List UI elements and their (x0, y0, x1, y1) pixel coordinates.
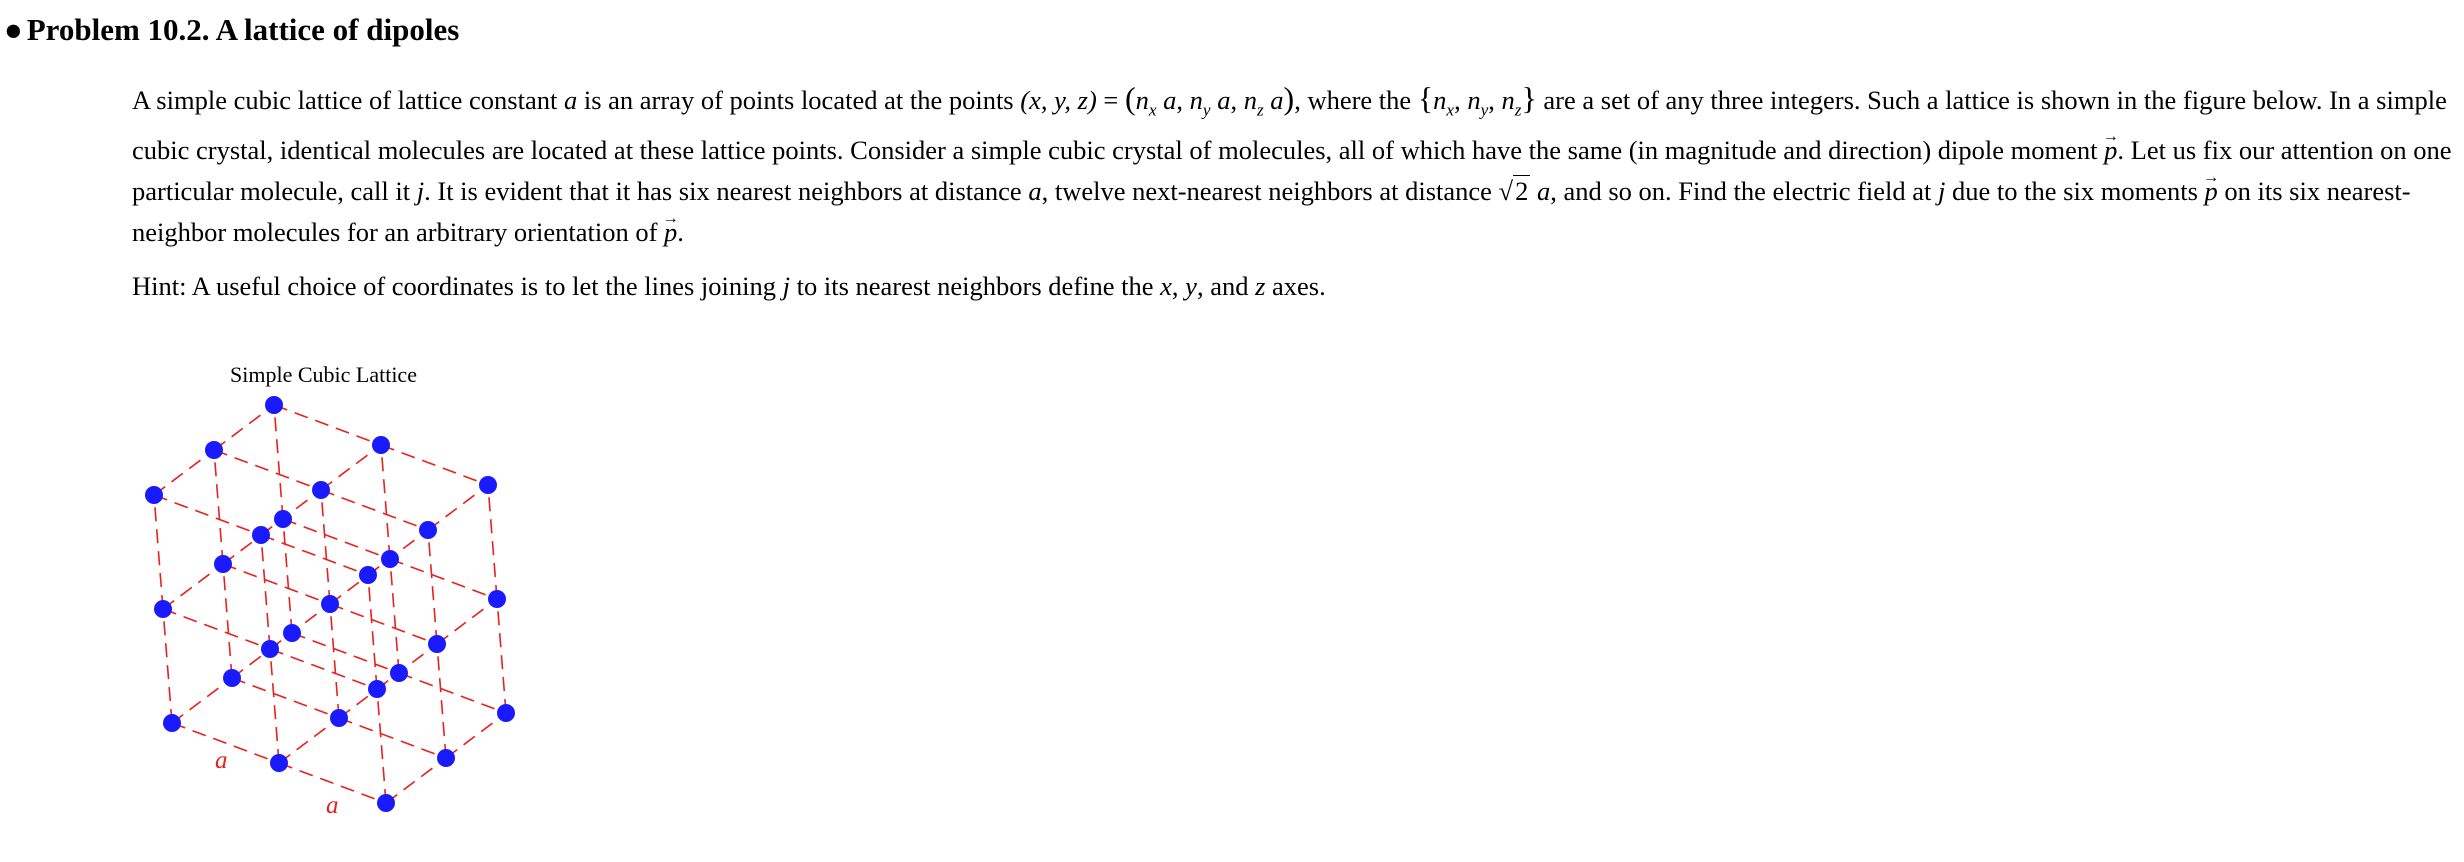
lattice-edge (428, 530, 437, 644)
text-run: due to the six moments (1945, 176, 2205, 207)
lattice-point (283, 624, 301, 642)
var-n: n (1189, 85, 1203, 115)
lattice-edge (261, 535, 270, 649)
lattice-point (163, 714, 181, 732)
sub-x: x (1148, 100, 1157, 120)
text-run: Hint: A useful choice of coordinates is to let the lines joining (132, 271, 783, 301)
lattice-edge (163, 609, 270, 649)
lattice-edge (437, 644, 446, 758)
var-j: j (782, 271, 790, 301)
lattice-point (261, 640, 279, 658)
lattice-edge (330, 604, 339, 718)
lattice-edge (154, 495, 261, 535)
problem-statement (132, 78, 2452, 253)
lattice-point (270, 754, 288, 772)
lattice-edge (154, 450, 214, 495)
lattice-edge (283, 519, 292, 633)
lattice-edge (339, 673, 399, 718)
edge-label-a: a (215, 747, 228, 774)
lattice-edge (330, 559, 390, 604)
lattice-point (377, 794, 395, 812)
lattice-point (359, 566, 377, 584)
figure-title: Simple Cubic Lattice (230, 362, 417, 387)
sub-x: x (1446, 100, 1455, 120)
var-a: a (1263, 85, 1284, 115)
lattice-point (321, 595, 339, 613)
lattice-edge (386, 758, 446, 803)
lattice-edge (330, 604, 437, 644)
bullet-icon: ● (4, 12, 23, 47)
vector-p: → p (2205, 171, 2218, 212)
lattice-edge (274, 405, 381, 445)
hint (132, 266, 2452, 307)
lattice-edge (321, 490, 330, 604)
lattice-point (488, 590, 506, 608)
lattice-edge (446, 713, 506, 758)
lattice-edge (172, 678, 232, 723)
lattice-point (154, 600, 172, 618)
lattice-point (368, 680, 386, 698)
lattice-point (312, 481, 330, 499)
lattice-figure (120, 352, 560, 832)
lattice-edge (261, 490, 321, 535)
var-a: a (1530, 176, 1551, 207)
var-a: a (1028, 176, 1042, 207)
lattice-point (205, 441, 223, 459)
sub-y: y (1202, 100, 1211, 120)
text-run: , and (1196, 271, 1256, 301)
lattice-edge (381, 445, 488, 485)
lattice-edge (488, 485, 497, 599)
lattice-point (437, 749, 455, 767)
comma: , (1230, 85, 1244, 115)
text-run: . Let us fix our attention on one particular molecule, call it (132, 135, 2452, 207)
lattice-point (274, 510, 292, 528)
lattice-edge (163, 609, 172, 723)
left-paren: ( (1124, 80, 1136, 116)
var-a: a (1156, 85, 1177, 115)
var-j: j (1938, 176, 1946, 207)
comma: , (1454, 85, 1468, 115)
right-paren: ) (1283, 80, 1295, 116)
lattice-edge (377, 689, 386, 803)
lattice-edge (270, 649, 279, 763)
var-n: n (1467, 85, 1481, 115)
lattice-point (265, 396, 283, 414)
lattice-svg (120, 352, 560, 832)
lattice-edge (223, 564, 330, 604)
lattice-edge (270, 604, 330, 649)
comma: , (1488, 85, 1502, 115)
var-n: n (1243, 85, 1257, 115)
var-n: n (1135, 85, 1149, 115)
equals-sign: = (1096, 85, 1125, 115)
lattice-edge (214, 405, 274, 450)
var-x: x (1160, 271, 1172, 301)
text-run: A simple cubic lattice of lattice constant (132, 85, 564, 115)
lattice-edge (428, 485, 488, 530)
var-n: n (1433, 85, 1447, 115)
right-brace: } (1521, 80, 1537, 116)
text-run: . (677, 217, 684, 248)
lattice-edge (497, 599, 506, 713)
lattice-point (145, 486, 163, 504)
lattice-point (497, 704, 515, 722)
text-run: are a set of any three integers. Such a lattice is shown in the figure below. In a simple cubic crystal, identical molecules are located at these lattice points. Consider a simple cubic crystal of molecules, all of which have the same (in magnitude and direction) dipole moment (132, 85, 2447, 166)
lattice-edge (437, 599, 497, 644)
lattice-edge (292, 633, 399, 673)
lattice-point (419, 521, 437, 539)
lattice-edge (163, 564, 223, 609)
problem-title-text: Problem 10.2. A lattice of dipoles (26, 12, 460, 47)
edge-label-a: a (326, 792, 339, 819)
lattice-edge (274, 405, 283, 519)
lattice-edge (232, 678, 339, 718)
var-y: y (1185, 271, 1197, 301)
text-run: . It is evident that it has six nearest neighbors at distance (424, 176, 1029, 207)
lattice-point (479, 476, 497, 494)
lattice-point (330, 709, 348, 727)
sqrt-2 (1499, 171, 1531, 212)
lattice-edge (214, 450, 321, 490)
lattice-point (428, 635, 446, 653)
text-run: , and so on. Find the electric field at (1550, 176, 1939, 207)
lattice-edge (390, 559, 497, 599)
var-z: z (1255, 271, 1266, 301)
lattice-edge (381, 445, 390, 559)
sqrt-arg: 2 (1515, 176, 1529, 207)
text-run: , twelve next-nearest neighbors at distance (1041, 176, 1499, 207)
lattice-edge (321, 445, 381, 490)
lattice-edge (279, 718, 339, 763)
text-run: is an array of points located at the points (577, 85, 1021, 115)
lattice-point (381, 550, 399, 568)
lattice-edge (368, 530, 428, 575)
problem-title (4, 12, 459, 48)
lattice-point (252, 526, 270, 544)
lattice-edge (377, 644, 437, 689)
text-run: to its nearest neighbors define the (789, 271, 1161, 301)
lattice-point (390, 664, 408, 682)
lattice-edge (223, 519, 283, 564)
lattice-point (214, 555, 232, 573)
lattice-edge (232, 633, 292, 678)
sqrt-symbol: √ (1498, 176, 1514, 207)
lattice-edge (390, 559, 399, 673)
lattice-points (145, 396, 515, 812)
var-a: a (563, 85, 578, 115)
lattice-point (372, 436, 390, 454)
text-run: axes. (1265, 271, 1326, 301)
sub-z: z (1514, 100, 1522, 120)
vector-p: → p (664, 212, 677, 253)
sub-z: z (1256, 100, 1264, 120)
comma: , (1171, 271, 1186, 301)
var-n: n (1501, 85, 1515, 115)
lattice-edge (399, 673, 506, 713)
lattice-edge (261, 535, 368, 575)
text-run: on its six nearest-neighbor molecules for an arbitrary orientation of (132, 176, 2411, 248)
lattice-edge (270, 649, 377, 689)
lattice-edge (214, 450, 223, 564)
lattice-edge (339, 718, 446, 758)
text-run: , where the (1294, 85, 1418, 115)
lattice-edge (283, 519, 390, 559)
sub-y: y (1480, 100, 1489, 120)
lattice-point (223, 669, 241, 687)
left-brace: { (1417, 80, 1434, 116)
lattice-edge (223, 564, 232, 678)
comma: , (1176, 85, 1190, 115)
lattice-edge (321, 490, 428, 530)
var-a: a (1210, 85, 1231, 115)
var-xyz: (x, y, z) (1020, 85, 1097, 115)
lattice-edge (368, 575, 377, 689)
lattice-edge (154, 495, 163, 609)
vector-p: → p (2104, 130, 2117, 171)
var-j: j (416, 176, 425, 207)
